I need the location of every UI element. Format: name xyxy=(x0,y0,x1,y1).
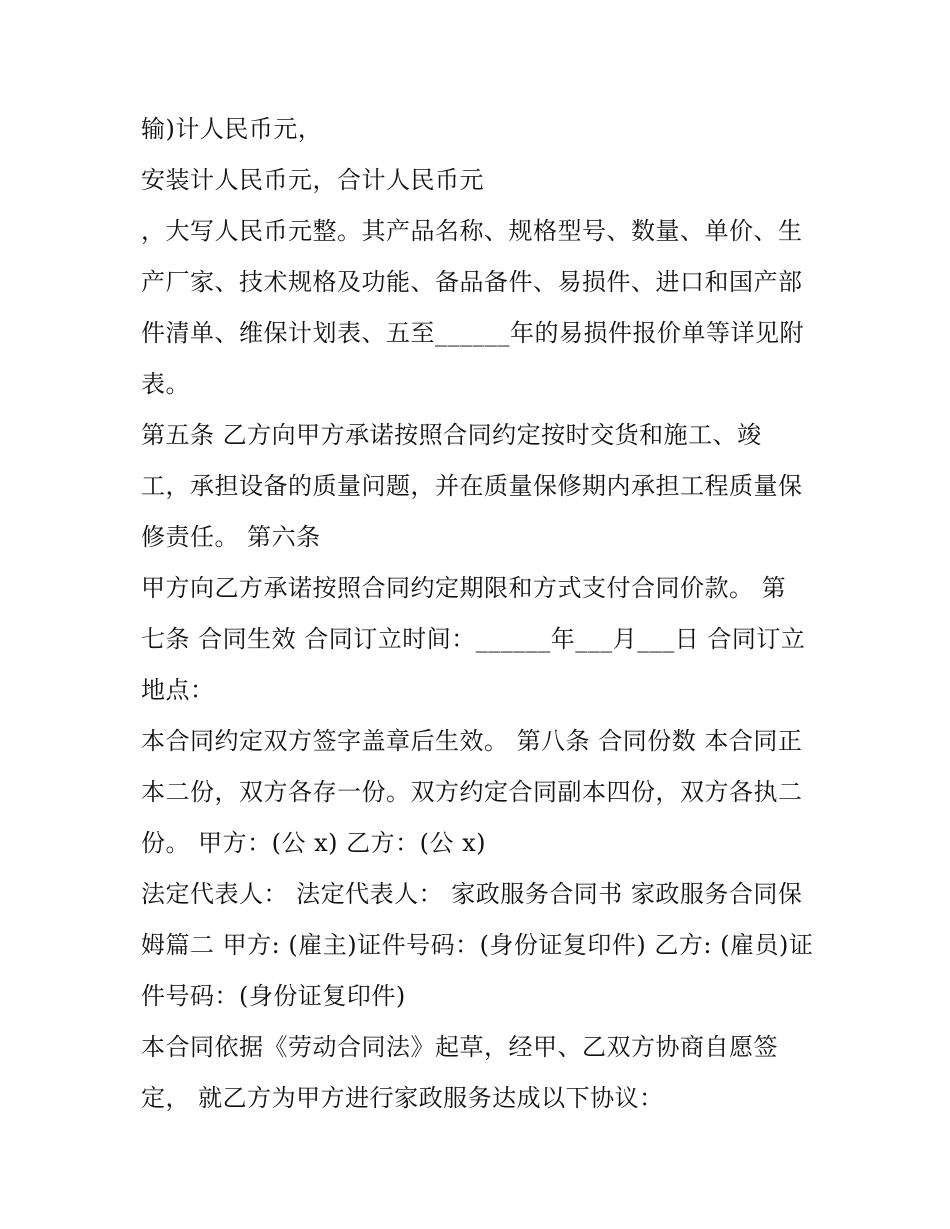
text-line: 修责任。 第六条 xyxy=(141,523,321,551)
text-line: 产厂家、技术规格及功能、备品备件、易损件、进口和国产部 xyxy=(141,268,803,296)
text-line: 本合同约定双方签字盖章后生效。 第八条 合同份数 本合同正 xyxy=(141,727,803,755)
text-line: 法定代表人： 法定代表人： 家政服务合同书 家政服务合同保 xyxy=(141,880,803,908)
text-line: 本二份，双方各存一份。双方约定合同副本四份，双方各执二 xyxy=(141,778,803,806)
text-line: 第五条 乙方向甲方承诺按照合同约定按时交货和施工、竣 xyxy=(141,421,762,449)
text-line: 定， 就乙方为甲方进行家政服务达成以下协议： xyxy=(141,1084,664,1112)
text-line: ，大写人民币元整。其产品名称、规格型号、数量、单价、生 xyxy=(141,217,803,245)
text-line: 件号码：(身份证复印件) xyxy=(141,982,406,1010)
text-line: 份。 甲方：(公 x) 乙方：(公 x) xyxy=(141,829,487,857)
text-line: 工，承担设备的质量问题，并在质量保修期内承担工程质量保 xyxy=(141,472,803,500)
text-line: 件清单、维保计划表、五至______年的易损件报价单等详见附 xyxy=(141,319,804,347)
text-line: 本合同依据《劳动合同法》起草，经甲、乙双方协商自愿签 xyxy=(141,1033,778,1061)
text-line: 七条 合同生效 合同订立时间：______年___月___日 合同订立 xyxy=(141,625,806,653)
document-body xyxy=(141,104,821,1124)
text-line: 甲方向乙方承诺按照合同约定期限和方式支付合同价款。 第 xyxy=(141,574,787,602)
text-line: 表。 xyxy=(141,370,190,398)
text-line: 输)计人民币元， xyxy=(141,115,323,143)
text-line: 姆篇二 甲方: (雇主)证件号码：(身份证复印件) 乙方: (雇员)证 xyxy=(141,931,814,959)
text-line: 安装计人民币元，合计人民币元 xyxy=(141,166,484,194)
text-line: 地点： xyxy=(141,676,215,704)
